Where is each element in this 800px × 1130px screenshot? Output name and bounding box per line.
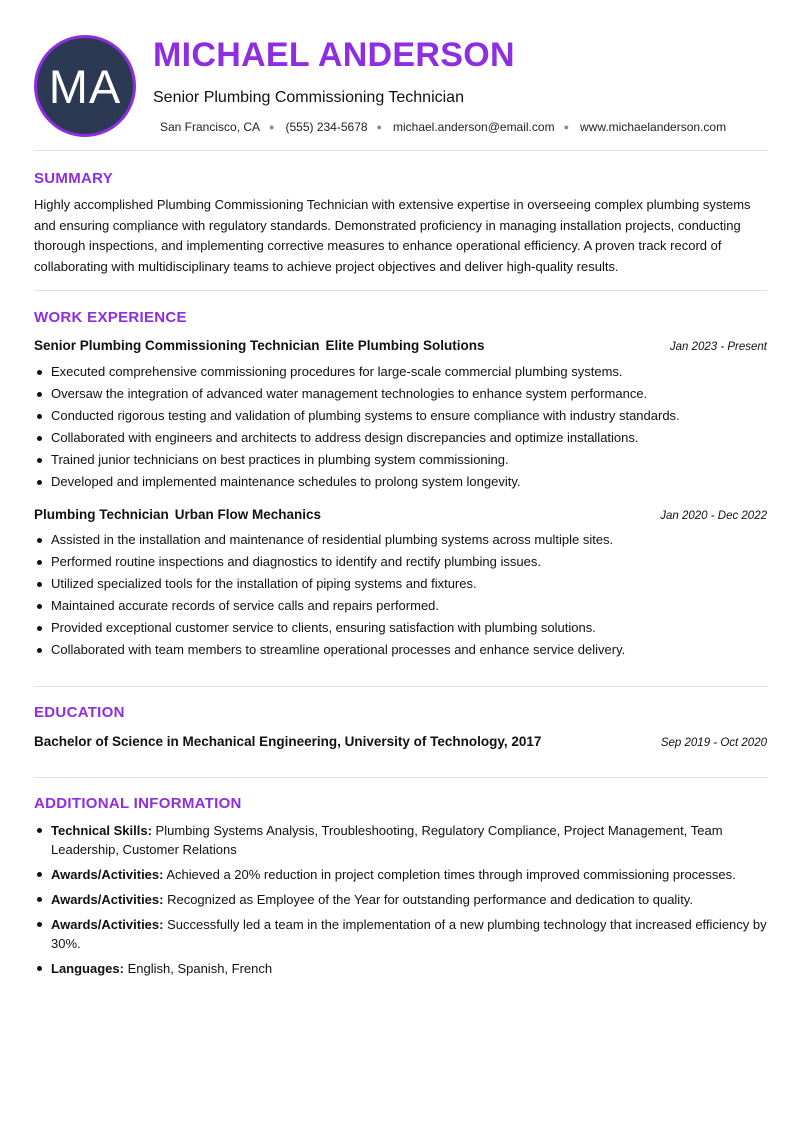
job-company: Urban Flow Mechanics — [174, 507, 322, 522]
job-title-line — [34, 338, 485, 353]
info-label: Awards/Activities: — [51, 917, 164, 932]
list-item: Executed comprehensive commissioning procedures for large-scale commercial plumbing systems. — [34, 361, 769, 383]
experience-heading: WORK EXPERIENCE — [34, 309, 187, 326]
list-item: Assisted in the installation and maintenance of residential plumbing systems across multiple sites. — [34, 529, 769, 551]
list-item: Provided exceptional customer service to clients, ensuring satisfaction with plumbing solutions. — [34, 617, 769, 639]
list-item: Maintained accurate records of service calls and repairs performed. — [34, 595, 769, 617]
section-divider — [34, 686, 767, 687]
list-item — [34, 959, 769, 978]
contact-email[interactable]: michael.anderson@email.com — [392, 120, 555, 134]
section-divider — [34, 150, 767, 151]
dot-separator: ● — [269, 122, 275, 132]
list-item — [34, 915, 769, 953]
job-title-line — [34, 507, 321, 522]
info-label: Awards/Activities: — [51, 892, 164, 907]
additional-heading: ADDITIONAL INFORMATION — [34, 795, 242, 812]
info-label: Awards/Activities: — [51, 867, 164, 882]
list-item: Collaborated with team members to streamline operational processes and enhance service delivery. — [34, 639, 769, 661]
additional-list — [34, 821, 769, 984]
section-divider — [34, 290, 767, 291]
list-item: Developed and implemented maintenance schedules to prolong system longevity. — [34, 471, 769, 493]
education-dates: Sep 2019 - Oct 2020 — [660, 737, 767, 749]
info-text: English, Spanish, French — [123, 961, 273, 976]
job-header — [34, 507, 767, 522]
job-header — [34, 338, 767, 353]
list-item — [34, 821, 769, 859]
dot-separator: ● — [376, 122, 382, 132]
info-text: Plumbing Systems Analysis, Troubleshooting, Regulatory Compliance, Project Management, Team Leadership, Customer Relations — [51, 823, 723, 857]
info-label: Technical Skills: — [51, 823, 152, 838]
education-degree: Bachelor of Science in Mechanical Engineering, University of Technology, 2017 — [34, 734, 542, 749]
section-divider — [34, 777, 767, 778]
candidate-name: MICHAEL ANDERSON — [153, 36, 515, 74]
job-role: Plumbing Technician — [34, 507, 169, 522]
list-item: Performed routine inspections and diagnostics to identify and rectify plumbing issues. — [34, 551, 769, 573]
list-item: Utilized specialized tools for the installation of piping systems and fixtures. — [34, 573, 769, 595]
dot-separator: ● — [563, 122, 570, 132]
list-item: Conducted rigorous testing and validation of plumbing systems to ensure compliance with industry standards. — [34, 405, 769, 427]
job-bullets — [34, 529, 769, 661]
job-role: Senior Plumbing Commissioning Technician — [34, 338, 320, 353]
list-item: Trained junior technicians on best practices in plumbing system commissioning. — [34, 449, 769, 471]
info-text: Achieved a 20% reduction in project completion times through improved commissioning processes. — [163, 867, 736, 882]
job-dates: Jan 2023 - Present — [669, 341, 767, 353]
contact-location: San Francisco, CA — [160, 120, 261, 134]
job-dates: Jan 2020 - Dec 2022 — [660, 510, 767, 522]
education-entry — [34, 734, 767, 749]
candidate-title: Senior Plumbing Commissioning Technician — [153, 89, 464, 106]
education-heading: EDUCATION — [34, 704, 125, 721]
contact-bar — [160, 120, 726, 134]
contact-website[interactable]: www.michaelanderson.com — [580, 120, 727, 134]
job-company: Elite Plumbing Solutions — [325, 338, 485, 353]
list-item: Collaborated with engineers and architects to address design discrepancies and optimize installations. — [34, 427, 769, 449]
contact-phone: (555) 234-5678 — [285, 120, 368, 134]
summary-text: Highly accomplished Plumbing Commissioning Technician with extensive expertise in overseeing complex plumbing systems and ensuring compliance with regulatory standards. Demonstrated proficiency in managing installation projects, conducting thorough inspections, and implementing corrective measures to enhance operational efficiency. A proven track record of collaborating with multidisciplinary teams to achieve project objectives and deliver high-quality results. — [34, 197, 751, 274]
list-item — [34, 890, 769, 909]
summary-heading: SUMMARY — [34, 170, 114, 187]
info-text: Recognized as Employee of the Year for outstanding performance and dedication to quality. — [163, 892, 693, 907]
job-bullets — [34, 361, 769, 493]
info-label: Languages: — [51, 961, 124, 976]
avatar — [34, 35, 136, 137]
list-item: Oversaw the integration of advanced water management technologies to enhance system performance. — [34, 383, 769, 405]
info-text: Successfully led a team in the implementation of a new plumbing technology that increased efficiency by 30%. — [51, 917, 767, 951]
avatar-initials: MA — [48, 59, 122, 113]
list-item — [34, 865, 769, 884]
